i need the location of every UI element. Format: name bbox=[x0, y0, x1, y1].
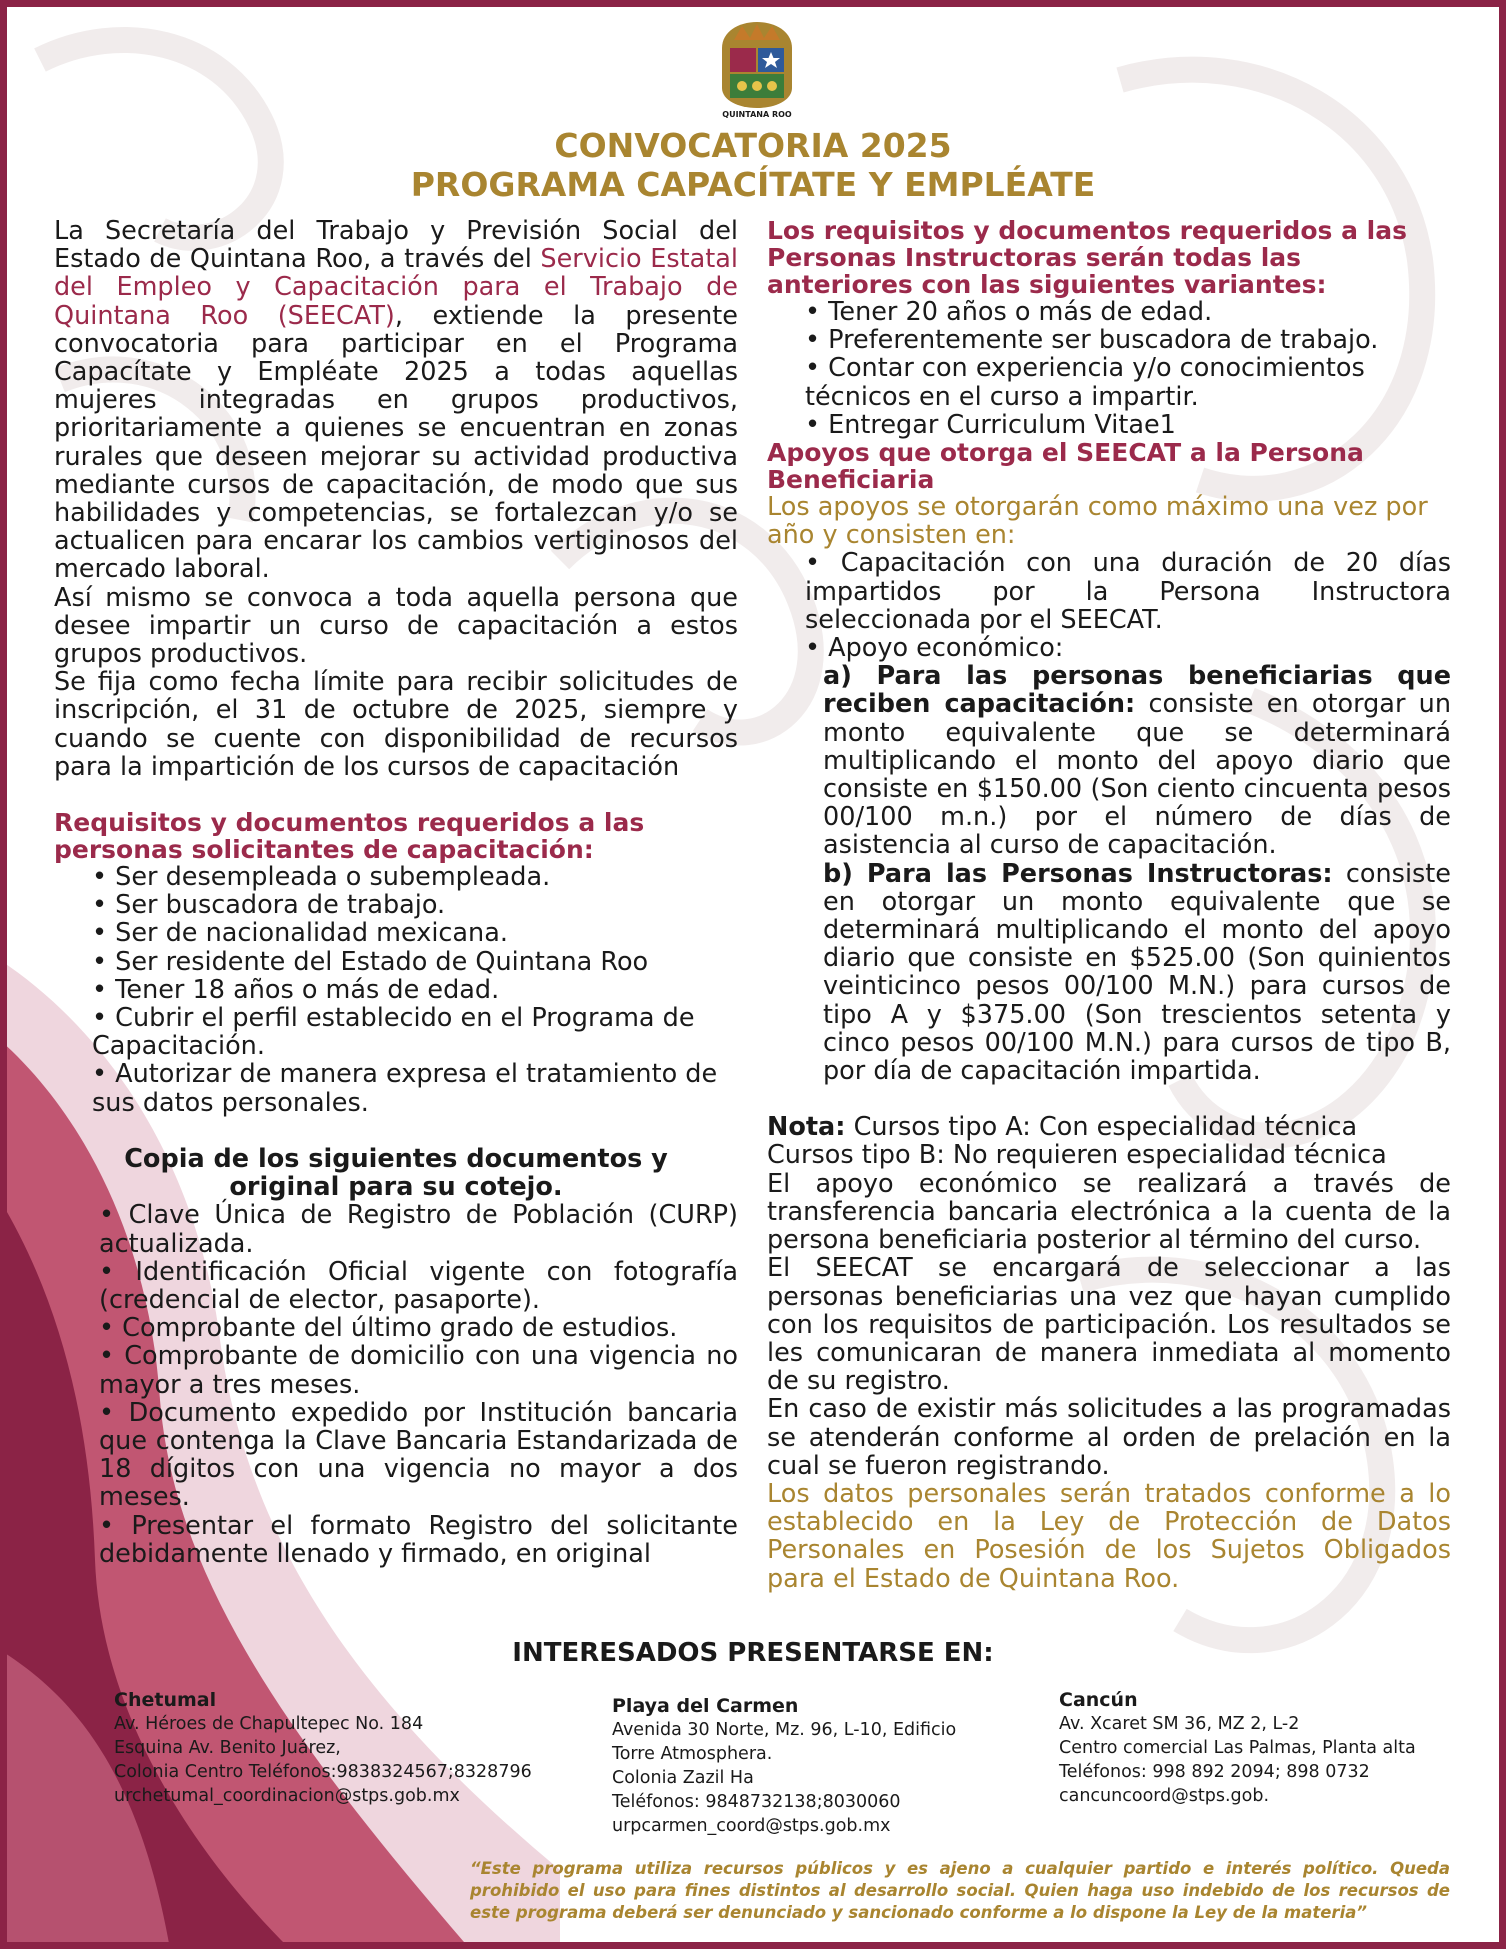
list-item: • Clave Única de Registro de Población (CURP) actualizada. bbox=[99, 1200, 738, 1259]
apoyo-a-label: a) Para las personas beneficiarias que reciben capacitación: bbox=[823, 661, 1451, 720]
state-coat-of-arms-icon bbox=[716, 18, 798, 118]
list-item: • Apoyo económico: bbox=[805, 633, 1064, 664]
instructor-call-paragraph: Así mismo se convoca a toda aquella persona que desee impartir un curso de capacitación a estos grupos productivos. bbox=[54, 582, 738, 670]
nota-paragraph: En caso de existir más solicitudes a las programadas se atenderán conforme al orden de prelación en la cual se fueron registrando. bbox=[767, 1394, 1451, 1481]
office-line: Avenida 30 Norte, Mz. 96, L-10, Edificio bbox=[612, 1720, 957, 1740]
list-item: • Comprobante del último grado de estudios. bbox=[99, 1313, 678, 1344]
apoyos-heading: Apoyos que otorga el SEECAT a la Persona Beneficiaria bbox=[767, 438, 1364, 495]
list-item: • Ser de nacionalidad mexicana. bbox=[92, 918, 508, 949]
deadline-paragraph: Se fija como fecha límite para recibir solicitudes de inscripción, el 31 de octubre de 2025, siempre y cuando se cuente con disponibilidad de recursos para la impartición de los cursos de capacitación bbox=[54, 667, 738, 782]
apoyo-a-text: consiste en otorgar un monto equivalente que se determinará multiplicando el monto del apoyo diario que consiste en $150.00 (Son ciento cincuenta pesos 00/100 m.n.) por el número de días de asistencia al curso de capacitación. bbox=[823, 689, 1451, 861]
nota-paragraph: El apoyo económico se realizará a través de transferencia bancaria electrónica a la cuenta de la persona beneficiaria posterior al término del curso. bbox=[767, 1168, 1451, 1256]
office-email: cancuncoord@stps.gob. bbox=[1059, 1786, 1270, 1806]
office-line: Centro comercial Las Palmas, Planta alta bbox=[1059, 1738, 1416, 1758]
instructoras-list bbox=[767, 298, 1451, 439]
nota-line-1 bbox=[767, 1113, 1451, 1141]
nota-paragraph: El SEECAT se encargará de seleccionar a las personas beneficiarias una vez que hayan cumplido con los requisitos de participación. Los resultados se les comunicaran de manera inmediata al momento de su registro. bbox=[767, 1253, 1451, 1397]
apoyos-intro: Los apoyos se otorgarán como máximo una vez por año y consisten en: bbox=[767, 492, 1428, 551]
list-item: • Comprobante de domicilio con una vigencia no mayor a tres meses. bbox=[99, 1341, 738, 1400]
list-item: • Entregar Curriculum Vitae1 bbox=[805, 409, 1176, 440]
office-city: Cancún bbox=[1059, 1689, 1138, 1711]
list-item: • Identificación Oficial vigente con fotografía (credencial de elector, pasaporte). bbox=[99, 1256, 738, 1315]
apoyos-subitems bbox=[767, 662, 1451, 1085]
list-item: • Ser desempleada o subempleada. bbox=[92, 862, 551, 893]
copia-heading: Copia de los siguientes documentos y original para su cotejo. bbox=[124, 1143, 668, 1203]
apoyos-list bbox=[767, 549, 1451, 662]
office-line: Colonia Zazil Ha bbox=[612, 1768, 754, 1788]
instructoras-heading: Los requisitos y documentos requeridos a las Personas Instructoras serán todas las anteriores con las siguientes variantes: bbox=[767, 216, 1407, 299]
list-item: • Capacitación con una duración de 20 días impartidos por la Persona Instructora seleccionada por el SEECAT. bbox=[805, 548, 1451, 635]
list-item: • Documento expedido por Institución bancaria que contenga la Clave Bancaria Estandarizada de 18 dígitos con una vigencia no mayor a dos meses. bbox=[99, 1397, 738, 1513]
privacy-paragraph: Los datos personales serán tratados conforme a lo establecido en la Ley de Protección de Datos Personales en Posesión de los Sujetos Obligados para el Estado de Quintana Roo. bbox=[767, 1478, 1451, 1594]
seecat-highlight: Servicio Estatal del Empleo y Capacitación para el Trabajo de Quintana Roo (SEECAT) bbox=[54, 244, 738, 331]
office-playa-del-carmen bbox=[612, 1694, 956, 1838]
office-cancun bbox=[1059, 1688, 1416, 1808]
office-line: Torre Atmosphera. bbox=[612, 1744, 773, 1764]
office-line: Teléfonos: 998 892 2094; 898 0732 bbox=[1059, 1762, 1370, 1782]
list-item: • Preferentemente ser buscadora de trabajo. bbox=[805, 325, 1379, 356]
office-line: Av. Xcaret SM 36, MZ 2, L-2 bbox=[1059, 1714, 1300, 1734]
apoyo-a bbox=[823, 662, 1451, 859]
nota-tipo-a: Cursos tipo A: Con especialidad técnica bbox=[845, 1112, 1358, 1143]
office-email: urchetumal_coordinacion@stps.gob.mx bbox=[114, 1786, 460, 1806]
nota-label: Nota: bbox=[767, 1112, 846, 1143]
list-item: • Tener 20 años o más de edad. bbox=[805, 297, 1213, 327]
intro-text-b: , extiende la presente convocatoria para participar en el Programa Capacítate y Empléate 2025 a todas aquellas mujeres integradas en grupos productivos, prioritariamente a quienes se encuentran en zonas rurales que deseen mejorar su actividad productiva mediante cursos de capacitación, de modo que sus habilidades y competencias, se fortalezcan y/o se actualicen para encarar los cambios vertiginosos del mercado laboral. bbox=[54, 300, 738, 585]
office-city: Chetumal bbox=[114, 1689, 217, 1711]
apoyo-b-label: b) Para las Personas Instructoras: bbox=[823, 858, 1333, 889]
list-item: • Autorizar de manera expresa el tratamiento de sus datos personales. bbox=[92, 1059, 718, 1118]
list-item: • Presentar el formato Registro del solicitante debidamente llenado y firmado, en original bbox=[99, 1510, 738, 1569]
office-line: Esquina Av. Benito Juárez, bbox=[114, 1738, 341, 1758]
intro-paragraph bbox=[54, 217, 738, 584]
office-line: Teléfonos: 9848732138;8030060 bbox=[612, 1792, 901, 1812]
left-column bbox=[54, 217, 738, 1568]
list-item: • Cubrir el perfil establecido en el Programa de Capacitación. bbox=[92, 1003, 695, 1062]
office-line: Colonia Centro Teléfonos:9838324567;8328796 bbox=[114, 1762, 532, 1782]
title-line-2: PROGRAMA CAPACÍTATE Y EMPLÉATE bbox=[410, 165, 1096, 204]
list-item: • Ser residente del Estado de Quintana Roo bbox=[92, 946, 649, 977]
requisitos-heading: Requisitos y documentos requeridos a las personas solicitantes de capacitación: bbox=[54, 808, 645, 865]
office-email: urpcarmen_coord@stps.gob.mx bbox=[612, 1816, 891, 1836]
disclaimer: “Este programa utiliza recursos públicos y es ajeno a cualquier partido e interés político. Queda prohibido el uso para fines distintos al desarrollo social. Quien haga uso indebido de los recursos de este programa deberá ser denunciado y sancionado conforme a lo dispone la Ley de la materia” bbox=[470, 1859, 1450, 1922]
intro-text-a: La Secretaría del Trabajo y Previsión Social del Estado de Quintana Roo, a través del bbox=[54, 216, 738, 275]
apoyo-b-text: consiste en otorgar un monto equivalente que se determinará multiplicando el monto del apoyo diario que consiste en $525.00 (Son quinientos veinticinco pesos 00/100 M.N.) para cursos de tipo A y $375.00 (Son trescientos setenta y cinco pesos 00/100 M.N.) para cursos de tipo B, por día de capacitación impartida. bbox=[823, 858, 1451, 1087]
list-item: • Tener 18 años o más de edad. bbox=[92, 974, 500, 1005]
right-column bbox=[767, 217, 1451, 1593]
apoyo-b bbox=[823, 860, 1451, 1086]
list-item: • Contar con experiencia y/o conocimientos técnicos en el curso a impartir. bbox=[805, 353, 1365, 412]
list-item: • Ser buscadora de trabajo. bbox=[92, 890, 446, 921]
office-city: Playa del Carmen bbox=[612, 1695, 799, 1717]
nota-line-2: Cursos tipo B: No requieren especialidad técnica bbox=[767, 1140, 1387, 1171]
present-title: INTERESADOS PRESENTARSE EN: bbox=[512, 1638, 994, 1668]
requisitos-list bbox=[54, 863, 738, 1117]
office-chetumal bbox=[114, 1688, 532, 1808]
logo-caption: QUINTANA ROO bbox=[722, 110, 792, 118]
title-line-1: CONVOCATORIA 2025 bbox=[554, 126, 952, 165]
copia-list bbox=[54, 1201, 738, 1568]
office-line: Av. Héroes de Chapultepec No. 184 bbox=[114, 1714, 424, 1734]
